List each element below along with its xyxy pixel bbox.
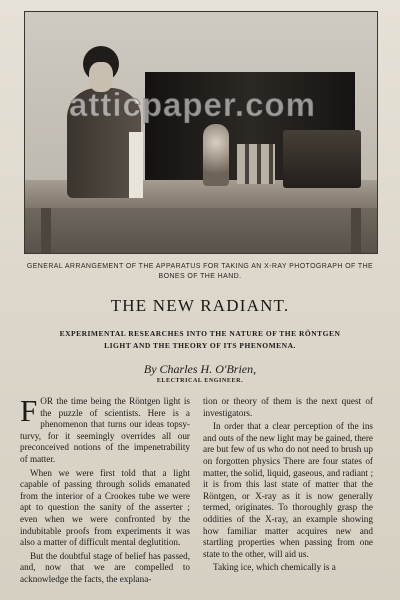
paragraph-text: OR the time being the Röntgen light is the puzzle of scientists. Here is a phenomenon that turns our ideas topsy-turvy, for it seemingly overrides all our preconceived notions of the impenetrability of matter.: [20, 396, 190, 464]
photo-table-leg: [351, 208, 361, 253]
author-role: ELECTRICAL ENGINEER.: [156, 378, 244, 384]
watermark-text: atticpaper.com: [69, 86, 316, 123]
photo-induction-coil: [283, 130, 361, 188]
photo-caption: GENERAL ARRANGEMENT OF THE APPARATUS FOR TAKING AN X-RAY PHOTOGRAPH OF THE BONES OF THE HAND.: [26, 263, 374, 280]
paragraph: tion or theory of them is the next quest of investigators.: [203, 396, 373, 418]
paragraph: When we were first told that a light capable of passing through solids emanated from the interior of a Crookes tube we were apt to question the sanity of the asserter ; even when we were confronted by the indubitable proofs from experiments it was also a matter of difficult mental deglutition.: [20, 467, 190, 548]
paragraph: Taking ice, which chemically is a: [213, 562, 336, 573]
drop-cap: F: [20, 393, 38, 428]
text-column-left: [20, 393, 190, 588]
photo-table-leg: [41, 208, 51, 253]
photo-bottles: [237, 144, 275, 184]
article-title: THE NEW RADIANT.: [110, 296, 290, 315]
photo-floor: [25, 208, 377, 253]
xray-apparatus-photo: [24, 11, 378, 254]
paragraph: But the doubtful stage of belief has passed, and, now that we are compelled to acknowledge the facts, the explana-: [20, 550, 190, 584]
paragraph: In order that a clear perception of the ins and outs of the new light may be gained, there are but few of us who do not need to brush up on forgotten physics There are four states of matter, the solid, liquid, gaseous, and radiant ; it is from this last state of matter that the Röntgen, or X-ray as it is now generally termed, originates. To thoroughly grasp the oddities of the X-ray, an example showing how familiar matter acquires new and startling properties when passing from one state to the other, will aid us.: [203, 421, 373, 559]
photo-crookes-tube: [203, 124, 229, 186]
article-byline: By Charles H. O'Brien,: [143, 362, 257, 376]
article-subtitle: EXPERIMENTAL RESEARCHES INTO THE NATURE OF THE RÖNTGEN LIGHT AND THE THEORY OF ITS PHENOMENA.: [59, 329, 341, 350]
text-column-right: [203, 396, 373, 576]
paragraph: [20, 393, 190, 466]
photo-plate: [129, 132, 143, 198]
